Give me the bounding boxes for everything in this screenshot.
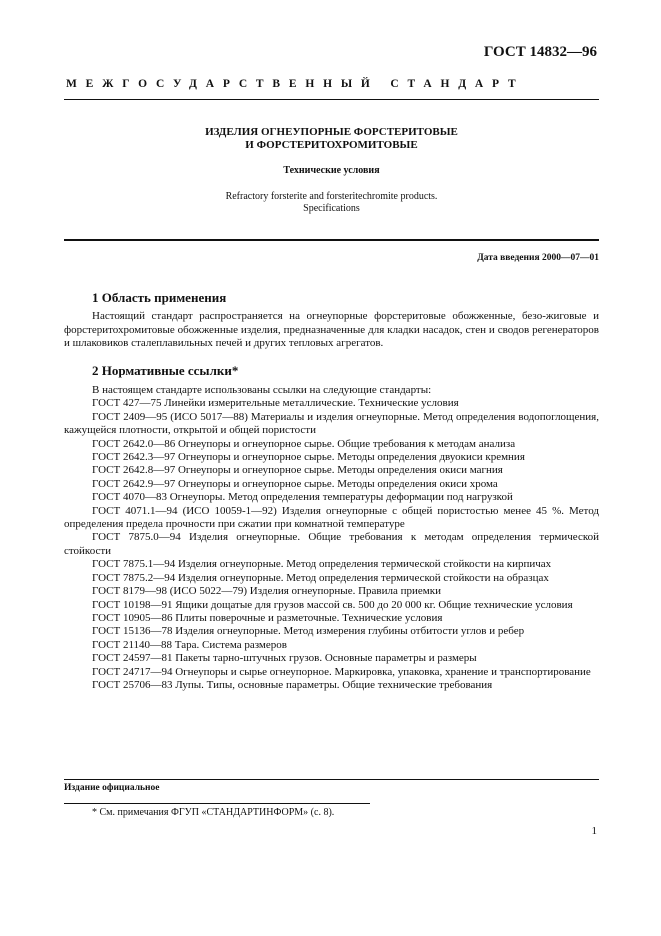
reference-item: ГОСТ 7875.2—94 Изделия огнеупорные. Метод определения термической стойкости на образцах [92, 571, 549, 584]
reference-item: ГОСТ 25706—83 Лупы. Типы, основные параметры. Общие технические требования [92, 678, 493, 691]
page-number: 1 [591, 825, 597, 837]
reference-item: ГОСТ 427—75 Линейки измерительные металлические. Технические условия [92, 397, 459, 410]
footnote-divider [64, 803, 370, 804]
normative-references [64, 384, 599, 692]
document-title-block [64, 126, 599, 215]
reference-item: ГОСТ 24717—94 Огнеупоры и сырье огнеупорное. Маркировка, упаковка, хранение и транспортирование [92, 665, 591, 678]
section-1-heading: 1 Область применения [92, 290, 227, 305]
reference-item: ГОСТ 8179—98 (ИСО 5022—79) Изделия огнеупорные. Правила приемки [92, 585, 441, 598]
gost-number: ГОСТ 14832—96 [483, 44, 597, 60]
footer-divider [64, 779, 599, 780]
reference-item: ГОСТ 15136—78 Изделия огнеупорные. Метод измерения глубины отбитости углов и ребер [92, 625, 525, 638]
section-1-body: Настоящий стандарт распространяется на огнеупорные форстеритовые обожженные, безо-жиговые и форстеритохромитовые обожженные изделия, предназначенные для кладки насадок, стен и сводов регенераторов и шлаковиков сталеплавильных печей и других тепловых агрегатов. [64, 310, 599, 350]
reference-item: ГОСТ 4070—83 Огнеупоры. Метод определения температуры деформации под нагрузкой [92, 491, 513, 504]
header-divider [64, 99, 599, 100]
intro-date: Дата введения 2000—07—01 [477, 253, 599, 263]
reference-item: ГОСТ 24597—81 Пакеты тарно-штучных грузов. Основные параметры и размеры [92, 652, 477, 665]
reference-item: ГОСТ 2642.0—86 Огнеупоры и огнеупорное сырье. Общие требования к методам анализа [92, 437, 516, 450]
reference-item: ГОСТ 7875.1—94 Изделия огнеупорные. Метод определения термической стойкости на кирпичах [92, 558, 552, 571]
title-line-1: ИЗДЕЛИЯ ОГНЕУПОРНЫЕ ФОРСТЕРИТОВЫЕ [205, 126, 458, 138]
interstate-standard-label: МЕЖГОСУДАРСТВЕННЫЙ СТАНДАРТ [66, 78, 525, 90]
reference-item: ГОСТ 10198—91 Ящики дощатые для грузов массой св. 500 до 20 000 кг. Общие технические условия [92, 598, 573, 611]
title-divider [64, 239, 599, 241]
reference-item: ГОСТ 10905—86 Плиты поверочные и разметочные. Технические условия [92, 611, 443, 624]
references-intro: В настоящем стандарте использованы ссылки на следующие стандарты: [92, 384, 432, 396]
reference-item: ГОСТ 2409—95 (ИСО 5017—88) Материалы и изделия огнеупорные. Метод определения водопоглощения, кажущейся плотности, открытой и общей пористости [64, 410, 599, 437]
title-line-2: И ФОРСТЕРИТОХРОМИТОВЫЕ [245, 139, 418, 151]
document-subtitle: Технические условия [283, 165, 380, 176]
reference-item: ГОСТ 21140—88 Тара. Система размеров [92, 638, 287, 651]
english-title-line-2: Specifications [303, 203, 360, 214]
section-2-heading: 2 Нормативные ссылки* [92, 363, 239, 378]
official-edition-label: Издание официальное [64, 783, 160, 793]
footnote: * См. примечания ФГУП «СТАНДАРТИНФОРМ» (с. 8). [92, 807, 335, 818]
reference-item: ГОСТ 2642.9—97 Огнеупоры и огнеупорное сырье. Методы определения окиси хрома [92, 477, 498, 490]
english-title-line-1: Refractory forsterite and forsteritechromite products. [225, 191, 438, 202]
reference-item: ГОСТ 7875.0—94 Изделия огнеупорные. Общие требования к методам определения термической стойкости [64, 531, 599, 557]
section-1-text [64, 310, 599, 351]
reference-item: ГОСТ 2642.3—97 Огнеупоры и огнеупорное сырье. Методы определения двуокиси кремния [92, 451, 525, 464]
reference-item: ГОСТ 4071.1—94 (ИСО 10059-1—92) Изделия огнеупорные с общей пористостью менее 45 %. Метод определения предела прочности при сжатии при комнатной температуре [64, 504, 599, 531]
reference-item: ГОСТ 2642.8—97 Огнеупоры и огнеупорное сырье. Методы определения окиси магния [92, 464, 503, 477]
